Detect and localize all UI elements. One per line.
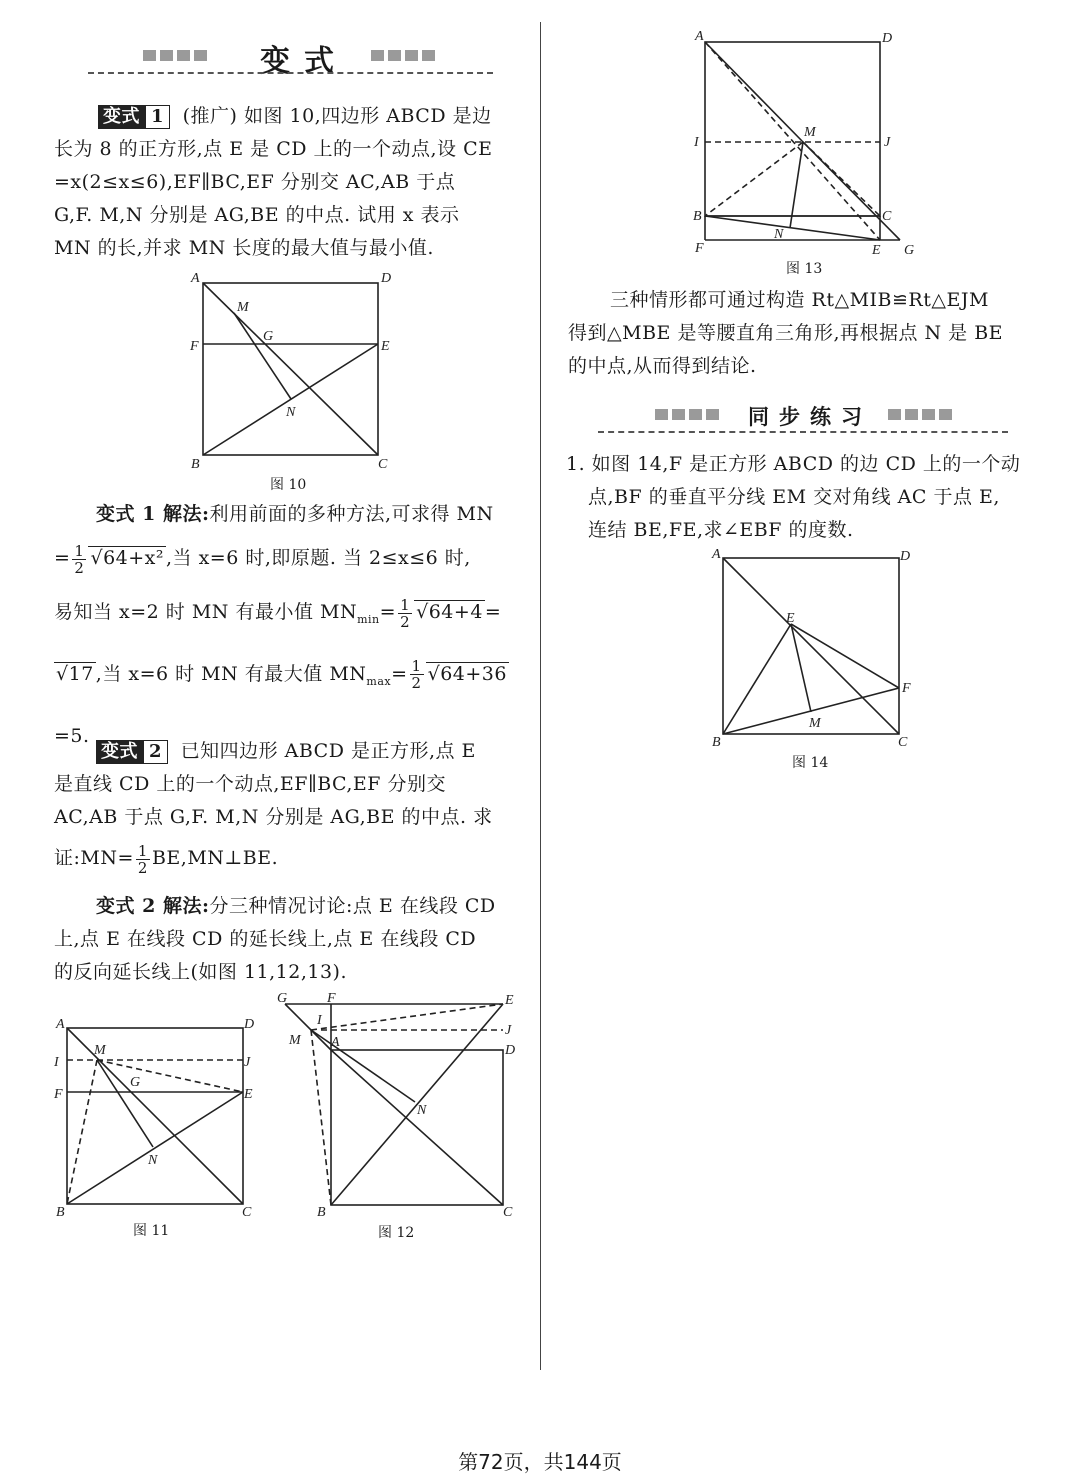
problem-line: =x(2≤x≤6),EF∥BC,EF 分别交 AC,AB 于点 xyxy=(54,171,456,193)
svg-text:M: M xyxy=(809,716,821,731)
label-F: F xyxy=(190,339,199,354)
svg-text:G: G xyxy=(130,1075,141,1090)
label-D: D xyxy=(381,271,392,286)
variant-badge: 变式 xyxy=(96,740,143,764)
svg-text:J: J xyxy=(884,135,891,150)
svg-text:N: N xyxy=(148,1153,158,1168)
variant-badge: 变式 xyxy=(98,105,145,129)
svg-text:F: F xyxy=(695,241,704,256)
svg-text:I: I xyxy=(317,1013,322,1028)
label-E: E xyxy=(381,339,390,354)
variant-tag: (推广) xyxy=(182,105,238,127)
svg-text:J: J xyxy=(244,1055,251,1070)
figure-12-caption: 图 12 xyxy=(378,1225,415,1241)
svg-text:E: E xyxy=(786,611,795,626)
svg-text:G: G xyxy=(277,991,288,1006)
svg-text:C: C xyxy=(503,1205,513,1220)
figure-12 xyxy=(275,990,525,1220)
solution-label: 变式 2 解法: xyxy=(96,895,210,917)
solution-label: 变式 1 解法: xyxy=(96,503,210,525)
svg-text:B: B xyxy=(317,1205,326,1220)
label-C: C xyxy=(378,457,388,472)
svg-text:E: E xyxy=(872,243,881,258)
svg-text:E: E xyxy=(244,1087,253,1102)
column-divider xyxy=(540,22,541,1370)
svg-text:M: M xyxy=(289,1033,301,1048)
figure-10 xyxy=(185,268,400,493)
figure-13-caption: 图 13 xyxy=(786,261,823,277)
svg-text:C: C xyxy=(242,1205,252,1217)
section-title: 变式 xyxy=(260,44,348,79)
svg-text:C: C xyxy=(898,735,908,749)
label-N: N xyxy=(286,405,296,420)
svg-text:G: G xyxy=(904,243,915,258)
practice-question-1: 1. 如图 14,F 是正方形 ABCD 的边 CD 上的一个动 点,BF 的垂直平分线 EM 交对角线 AC 于点 E, 连结 BE,FE,求∠EBF 的度数. xyxy=(566,453,1021,541)
svg-text:A: A xyxy=(712,547,721,562)
svg-text:A: A xyxy=(695,29,704,44)
svg-text:M: M xyxy=(94,1043,106,1058)
label-B: B xyxy=(191,457,200,472)
svg-text:E: E xyxy=(505,993,514,1008)
svg-text:D: D xyxy=(244,1017,255,1032)
variant-2-solution: 变式 2 解法:分三种情况讨论:点 E 在线段 CD 上,点 E 在线段 CD 的延长线上,点 E 在线段 CD 的反向延长线上(如图 11,12,13). xyxy=(54,895,496,983)
problem-line: 长为 8 的正方形,点 E 是 CD 上的一个动点,设 CE xyxy=(54,138,493,160)
page-footer: 第72页，共144页 xyxy=(458,1450,622,1474)
svg-text:M: M xyxy=(804,125,816,140)
conclusion-paragraph: 三种情形都可通过构造 Rt△MIB≌Rt△EJM 得到△MBE 是等腰直角三角形,再根据点 N 是 BE 的中点,从而得到结论. xyxy=(568,289,1004,377)
figure-13 xyxy=(690,26,925,261)
figure-11 xyxy=(50,1012,265,1217)
svg-text:C: C xyxy=(882,209,892,224)
svg-text:D: D xyxy=(505,1043,516,1058)
svg-text:A: A xyxy=(56,1017,65,1032)
label-M: M xyxy=(237,300,249,315)
svg-text:B: B xyxy=(712,735,721,749)
svg-text:J: J xyxy=(505,1023,512,1038)
problem-line: MN 的长,并求 MN 长度的最大值与最小值. xyxy=(54,237,434,259)
svg-text:N: N xyxy=(417,1103,427,1118)
problem-line: 如图 10,四边形 ABCD 是边 xyxy=(243,105,492,127)
svg-text:I: I xyxy=(694,135,699,150)
svg-text:B: B xyxy=(693,209,702,224)
svg-text:A: A xyxy=(331,1035,340,1050)
svg-text:D: D xyxy=(882,31,893,46)
figure-11-caption: 图 11 xyxy=(133,1223,170,1239)
section-header-practice xyxy=(598,397,1018,437)
label-G: G xyxy=(263,329,274,344)
variant-number: 1 xyxy=(145,105,170,129)
svg-text:D: D xyxy=(900,549,911,564)
svg-text:B: B xyxy=(56,1205,65,1217)
variant-1-problem xyxy=(54,100,534,265)
svg-text:F: F xyxy=(54,1087,63,1102)
section-header-variants xyxy=(88,38,498,78)
figure-14 xyxy=(706,544,921,749)
variant-1-solution: 变式 1 解法:利用前面的多种方法,可求得 MN = $\frac{1}{2}$ √64+x² ,当 x=6 时,即原题. 当 2≤x≤6 时, 易知当 x=2 时 MN 有最小值 $MN_{min}=$ $\frac{1}{2}$ √64+4 = √17 ,当 x=6 时 MN 有最大值 $MN_{max}=$ $\frac{1}{2}$ √64+36 =5. xyxy=(54,503,507,747)
variant-number: 2 xyxy=(143,740,168,764)
problem-line: G,F. M,N 分别是 AG,BE 的中点. 试用 x 表示 xyxy=(54,204,460,226)
label-A: A xyxy=(191,271,200,286)
figure-10-caption: 图 10 xyxy=(270,477,307,493)
figure-14-caption: 图 14 xyxy=(792,755,829,771)
svg-text:I: I xyxy=(54,1055,59,1070)
svg-text:N: N xyxy=(774,227,784,242)
section-title: 同步练习 xyxy=(748,405,872,429)
variant-2-problem: 变式 2 已知四边形 ABCD 是正方形,点 E 是直线 CD 上的一个动点,EF∥BC,EF 分别交 AC,AB 于点 G,F. M,N 分别是 AG,BE 的中点. 求 证:MN= $\frac{1}{2}$ BE,MN⊥BE. xyxy=(54,740,493,877)
svg-text:F: F xyxy=(327,991,336,1006)
svg-text:F: F xyxy=(902,681,911,696)
